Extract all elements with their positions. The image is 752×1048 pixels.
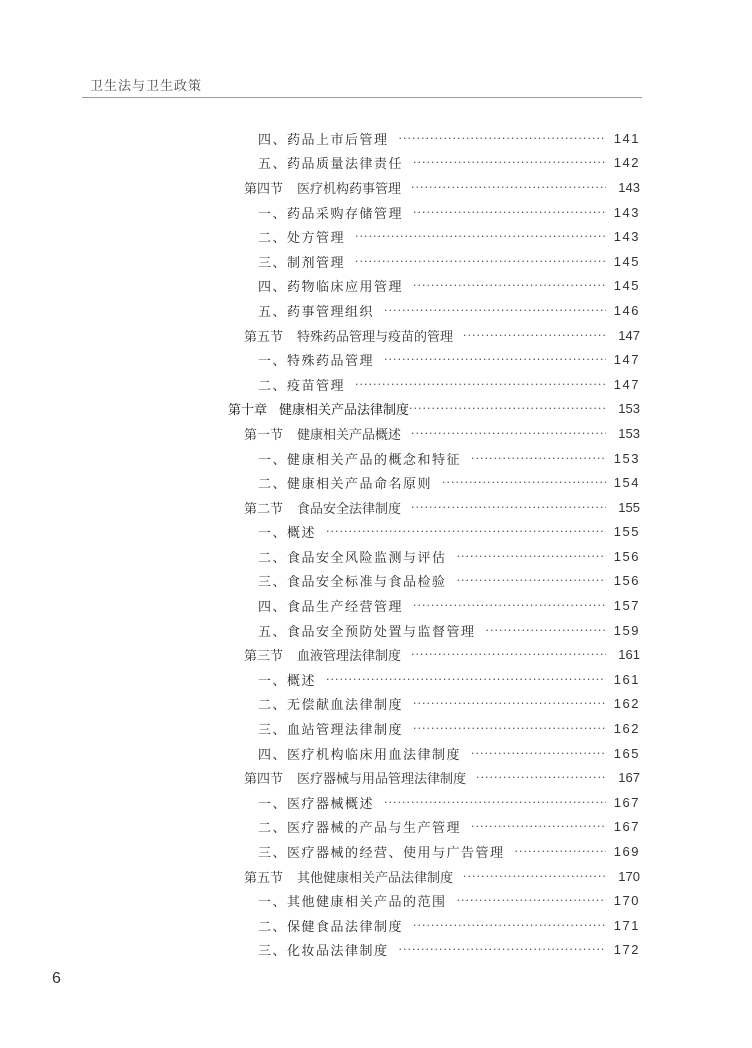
toc-item-row[interactable] bbox=[0, 224, 640, 249]
dot-leader bbox=[515, 845, 606, 858]
toc-entry-heading: 健康相关产品概述 bbox=[297, 427, 402, 443]
toc-page-number: 165 bbox=[613, 745, 640, 761]
dot-leader bbox=[413, 156, 606, 169]
toc-entry-title bbox=[244, 424, 401, 443]
dot-leader bbox=[413, 697, 606, 710]
toc-section-row[interactable] bbox=[0, 495, 640, 520]
toc-entry-label: 第一节 bbox=[244, 427, 284, 443]
dot-leader bbox=[471, 747, 606, 760]
toc-page-number: 147 bbox=[618, 327, 640, 343]
toc-entry-title: 三、医疗器械的经营、使用与广告管理 bbox=[258, 846, 505, 862]
toc-page-number: 153 bbox=[613, 450, 640, 466]
toc-entry-title bbox=[228, 399, 409, 418]
toc-entry-title: 二、食品安全风险监测与评估 bbox=[258, 550, 447, 566]
toc-page-number: 162 bbox=[613, 696, 640, 712]
toc-item-row[interactable] bbox=[0, 200, 640, 225]
dot-leader bbox=[413, 279, 606, 292]
toc-entry-title bbox=[244, 178, 401, 197]
toc-item-row[interactable] bbox=[0, 692, 640, 717]
dot-leader bbox=[442, 476, 606, 489]
dot-leader bbox=[355, 378, 606, 391]
dot-leader bbox=[399, 132, 606, 145]
toc-entry-title: 三、化妆品法律制度 bbox=[258, 944, 389, 960]
dot-leader bbox=[355, 230, 606, 243]
toc-item-row[interactable] bbox=[0, 347, 640, 372]
toc-section-row[interactable] bbox=[0, 642, 640, 667]
toc-entry-title: 四、药品上市后管理 bbox=[258, 132, 389, 148]
toc-page-number: 155 bbox=[613, 524, 640, 540]
toc-entry-label: 第四节 bbox=[244, 181, 284, 197]
toc-page-number: 169 bbox=[613, 844, 640, 860]
toc-page-number: 153 bbox=[618, 425, 640, 441]
toc-page-number: 156 bbox=[613, 573, 640, 589]
toc-entry-title: 三、血站管理法律制度 bbox=[258, 723, 404, 739]
toc-page-number: 161 bbox=[618, 647, 640, 663]
dot-leader bbox=[411, 427, 606, 440]
toc-entry-heading: 食品安全法律制度 bbox=[297, 501, 402, 517]
toc-item-row[interactable] bbox=[0, 249, 640, 274]
toc-entry-title: 一、特殊药品管理 bbox=[258, 354, 375, 370]
page-number: 6 bbox=[52, 970, 61, 987]
dot-leader bbox=[471, 452, 606, 465]
dot-leader bbox=[399, 943, 606, 956]
toc-entry-title bbox=[244, 326, 453, 345]
toc-entry-title: 二、保健食品法律制度 bbox=[258, 919, 404, 935]
toc-item-row[interactable] bbox=[0, 790, 640, 815]
toc-entry-title: 一、药品采购存储管理 bbox=[258, 206, 404, 222]
toc-page-number: 143 bbox=[613, 204, 640, 220]
toc-entry-title: 四、药物临床应用管理 bbox=[258, 280, 404, 296]
dot-leader bbox=[413, 599, 606, 612]
toc-entry-heading: 健康相关产品法律制度 bbox=[279, 403, 410, 419]
toc-chapter-row[interactable] bbox=[0, 397, 640, 422]
toc-item-row[interactable] bbox=[0, 938, 640, 963]
toc-page-number: 143 bbox=[613, 229, 640, 245]
toc-entry-heading: 血液管理法律制度 bbox=[297, 649, 402, 665]
toc-page-number: 162 bbox=[613, 721, 640, 737]
toc-page-number: 170 bbox=[618, 868, 640, 884]
toc-item-row[interactable] bbox=[0, 544, 640, 569]
toc-entry-label: 第二节 bbox=[244, 501, 284, 517]
toc-entry-title bbox=[244, 645, 401, 664]
table-of-contents bbox=[0, 126, 752, 962]
toc-page-number: 143 bbox=[618, 179, 640, 195]
toc-entry-title: 三、制剂管理 bbox=[258, 255, 346, 271]
dot-leader bbox=[471, 820, 606, 833]
toc-entry-heading: 其他健康相关产品法律制度 bbox=[297, 870, 454, 886]
toc-entry-title: 四、医疗机构临床用血法律制度 bbox=[258, 747, 462, 763]
toc-item-row[interactable] bbox=[0, 151, 640, 176]
toc-item-row[interactable] bbox=[0, 716, 640, 741]
dot-leader bbox=[486, 624, 606, 637]
toc-entry-title: 一、其他健康相关产品的范围 bbox=[258, 895, 447, 911]
toc-entry-title: 二、医疗器械的产品与生产管理 bbox=[258, 821, 462, 837]
toc-section-row[interactable] bbox=[0, 765, 640, 790]
toc-page-number: 170 bbox=[613, 893, 640, 909]
toc-item-row[interactable] bbox=[0, 839, 640, 864]
dot-leader bbox=[413, 919, 606, 932]
toc-item-row[interactable] bbox=[0, 667, 640, 692]
toc-entry-title: 三、食品安全标准与食品检验 bbox=[258, 575, 447, 591]
toc-entry-title: 五、药事管理组织 bbox=[258, 304, 375, 320]
dot-leader bbox=[457, 574, 606, 587]
toc-page-number: 155 bbox=[618, 499, 640, 515]
toc-section-row[interactable] bbox=[0, 421, 640, 446]
toc-page-number: 145 bbox=[613, 253, 640, 269]
toc-entry-title: 二、健康相关产品命名原则 bbox=[258, 477, 433, 493]
toc-item-row[interactable] bbox=[0, 298, 640, 323]
toc-page-number: 146 bbox=[613, 302, 640, 318]
running-header-title: 卫生法与卫生政策 bbox=[90, 79, 203, 94]
toc-page-number: 147 bbox=[613, 352, 640, 368]
toc-item-row[interactable] bbox=[0, 888, 640, 913]
header-divider bbox=[82, 97, 642, 98]
toc-section-row[interactable] bbox=[0, 864, 640, 889]
toc-entry-title: 二、无偿献血法律制度 bbox=[258, 698, 404, 714]
toc-page-number: 159 bbox=[613, 622, 640, 638]
toc-page-number: 156 bbox=[613, 548, 640, 564]
toc-item-row[interactable] bbox=[0, 470, 640, 495]
toc-entry-title bbox=[244, 498, 401, 517]
toc-item-row[interactable] bbox=[0, 593, 640, 618]
dot-leader bbox=[457, 894, 606, 907]
toc-item-row[interactable] bbox=[0, 741, 640, 766]
toc-page-number: 142 bbox=[613, 155, 640, 171]
toc-page-number: 167 bbox=[613, 819, 640, 835]
toc-item-row[interactable] bbox=[0, 913, 640, 938]
toc-item-row[interactable] bbox=[0, 520, 640, 545]
toc-page-number: 172 bbox=[613, 942, 640, 958]
toc-page-number: 167 bbox=[613, 794, 640, 810]
toc-section-row[interactable] bbox=[0, 175, 640, 200]
toc-item-row[interactable] bbox=[0, 372, 640, 397]
dot-leader bbox=[413, 722, 606, 735]
toc-section-row[interactable] bbox=[0, 323, 640, 348]
toc-entry-title: 五、食品安全预防处置与监督管理 bbox=[258, 624, 476, 640]
toc-page-number: 171 bbox=[613, 917, 640, 933]
dot-leader bbox=[411, 501, 606, 514]
toc-entry-label: 第十章 bbox=[228, 403, 268, 419]
toc-page-number: 154 bbox=[613, 475, 640, 491]
dot-leader bbox=[384, 796, 606, 809]
toc-item-row[interactable] bbox=[0, 815, 640, 840]
dot-leader bbox=[384, 353, 606, 366]
toc-entry-heading: 医疗器械与用品管理法律制度 bbox=[297, 772, 467, 788]
dot-leader bbox=[384, 304, 606, 317]
toc-entry-title: 五、药品质量法律责任 bbox=[258, 157, 404, 173]
toc-item-row[interactable] bbox=[0, 126, 640, 151]
toc-item-row[interactable] bbox=[0, 618, 640, 643]
toc-entry-title: 一、概述 bbox=[258, 526, 317, 542]
toc-entry-label: 第三节 bbox=[244, 649, 284, 665]
dot-leader bbox=[457, 550, 606, 563]
toc-entry-title: 二、疫苗管理 bbox=[258, 378, 346, 394]
dot-leader bbox=[355, 255, 606, 268]
toc-page-number: 167 bbox=[618, 770, 640, 786]
toc-item-row[interactable] bbox=[0, 446, 640, 471]
toc-entry-label: 第四节 bbox=[244, 772, 284, 788]
toc-page-number: 153 bbox=[618, 401, 640, 417]
toc-page-number: 147 bbox=[613, 376, 640, 392]
toc-entry-title: 四、食品生产经营管理 bbox=[258, 600, 404, 616]
toc-entry-title bbox=[244, 867, 453, 886]
toc-entry-title: 一、概述 bbox=[258, 673, 317, 689]
dot-leader bbox=[411, 181, 606, 194]
toc-page-number: 161 bbox=[613, 671, 640, 687]
toc-entry-title: 一、医疗器械概述 bbox=[258, 796, 375, 812]
toc-page-number: 145 bbox=[613, 278, 640, 294]
toc-entry-title bbox=[244, 768, 466, 787]
dot-leader bbox=[463, 329, 606, 342]
toc-item-row[interactable] bbox=[0, 569, 640, 594]
dot-leader bbox=[463, 870, 606, 883]
toc-page-number: 157 bbox=[613, 598, 640, 614]
dot-leader bbox=[409, 402, 606, 415]
toc-item-row[interactable] bbox=[0, 274, 640, 299]
dot-leader bbox=[476, 771, 606, 784]
dot-leader bbox=[413, 206, 606, 219]
toc-entry-heading: 特殊药品管理与疫苗的管理 bbox=[297, 329, 454, 345]
toc-entry-label: 第五节 bbox=[244, 329, 284, 345]
dot-leader bbox=[326, 673, 606, 686]
toc-entry-label: 第五节 bbox=[244, 870, 284, 886]
dot-leader bbox=[326, 525, 606, 538]
dot-leader bbox=[411, 648, 606, 661]
toc-entry-title: 二、处方管理 bbox=[258, 231, 346, 247]
toc-page-number: 141 bbox=[613, 130, 640, 146]
toc-entry-heading: 医疗机构药事管理 bbox=[297, 181, 402, 197]
toc-entry-title: 一、健康相关产品的概念和特征 bbox=[258, 452, 462, 468]
